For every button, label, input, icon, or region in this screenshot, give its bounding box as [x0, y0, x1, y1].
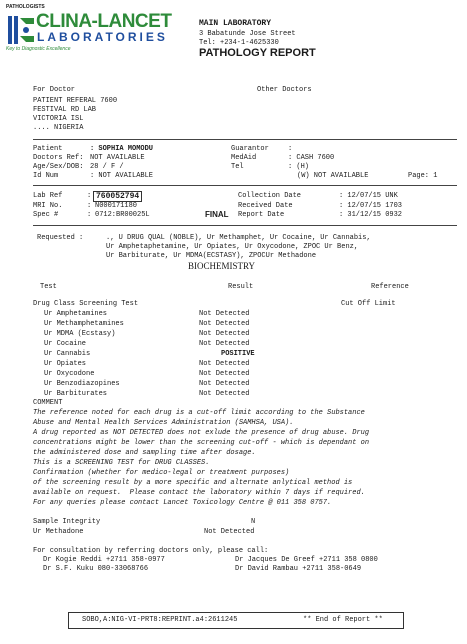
comment-line: The reference noted for each drug is a cut-off limit according to the Substance — [33, 409, 365, 417]
test-name: Ur Methadone — [33, 528, 84, 536]
final-label: FINAL — [205, 210, 229, 219]
medaid-value: : CASH 7600 — [288, 154, 335, 162]
patient-name: : SOPHIA MOMODU — [90, 145, 154, 153]
tel-work-value: (W) NOT AVAILABLE — [297, 172, 369, 180]
page-number: Page: 1 — [408, 172, 438, 180]
column-result: Result — [228, 283, 254, 291]
consult-doctor: Dr Jacques De Greef +2711 358 0800 — [235, 556, 378, 564]
comment-line: available on request. Please contact the laboratory within 7 days if required. — [33, 489, 365, 497]
test-result: Not Detected — [204, 528, 255, 536]
report-date-label: Report Date — [238, 211, 285, 219]
patient-label: Patient — [33, 145, 63, 153]
comment-label: COMMENT — [33, 399, 63, 407]
divider — [33, 225, 457, 226]
test-result-positive: POSITIVE — [221, 350, 255, 358]
brand-name: CLINA-LANCET — [36, 11, 172, 32]
test-result: Not Detected — [199, 380, 250, 388]
mri-no-sep: : — [87, 202, 92, 210]
comment-line: For any queries please contact Lancet Toxicology Centre @ 011 358 0757. — [33, 499, 332, 507]
address-line: FESTIVAL RD LAB — [33, 106, 97, 114]
test-name: Ur Methamphetamines — [44, 320, 124, 328]
comment-line: Abuse and Mental Health Services Administration (SAMHSA, USA). — [33, 419, 294, 427]
collection-date-label: Collection Date — [238, 192, 302, 200]
comment-line: This is a SCREENING TEST for DRUG CLASSES. — [33, 459, 210, 467]
id-num-value: : NOT AVAILABLE — [90, 172, 154, 180]
test-result: Not Detected — [199, 320, 250, 328]
doctors-ref-label: Doctors Ref: — [33, 154, 84, 162]
comment-line: of the screening result by a more specific and alternate anlytical method is — [33, 479, 353, 487]
report-code: SOBO,A:NIG-VI-PRT8:REPRINT.a4:2611245 — [82, 616, 238, 624]
address-line: PATIENT REFERAL 7600 — [33, 97, 118, 105]
divider — [33, 139, 457, 140]
brand-laboratories: LABORATORIES — [37, 30, 168, 44]
clina-lancet-logo-icon — [6, 14, 36, 46]
test-name: Ur Cannabis — [44, 350, 91, 358]
age-sex-dob-label: Age/Sex/DOB: — [33, 163, 84, 171]
test-result: Not Detected — [199, 340, 250, 348]
test-name: Ur Benzodiazopines — [44, 380, 120, 388]
medaid-label: MedAid — [231, 154, 257, 162]
age-sex-dob-value: 28 / F / — [90, 163, 124, 171]
screening-title: Drug Class Screening Test — [33, 300, 139, 308]
comment-line: A drug reported as NOT DETECTED does not exlude the presence of drug abuse. Drug — [33, 429, 370, 437]
comment-line: concentrations might be lower than the screening cut-off - which is dependant on — [33, 439, 370, 447]
consult-title: For consultation by referring doctors only, please call: — [33, 547, 269, 555]
lab-ref-sep: : — [87, 192, 92, 200]
test-result: Not Detected — [199, 360, 250, 368]
lab-tel: Tel: +234-1-4625330 — [199, 39, 279, 47]
requested-line: Ur Barbiturate, Ur MDMA(ECSTASY), ZPOCUr Methadone — [106, 252, 317, 260]
test-result: Not Detected — [199, 390, 250, 398]
brand-tagline: Key to Diagnostic Excellence — [6, 46, 71, 52]
section-title: BIOCHEMISTRY — [188, 261, 256, 271]
pathologists-label: PATHOLOGISTS — [6, 4, 45, 10]
mri-no-label: MRI No. — [33, 202, 63, 210]
test-name: Ur Amphetamines — [44, 310, 108, 318]
collection-date-value: : 12/07/15 UNK — [339, 192, 398, 200]
guarantor-label: Guarantor — [231, 145, 269, 153]
spec-label: Spec # — [33, 211, 59, 219]
tel-home-value: : (H) — [288, 163, 310, 171]
requested-line: ., U DRUG QUAL (NOBLE), Ur Methamphet, Ur Cocaine, Ur Cannabis, — [106, 234, 371, 242]
received-date-label: Received Date — [238, 202, 293, 210]
comment-line: the administered dose and sampling time after dosage. — [33, 449, 256, 457]
test-name: Ur MDMA (Ecstasy) — [44, 330, 116, 338]
consult-doctor: Dr S.F. Kuku 080-33068766 — [43, 565, 149, 573]
test-result: Not Detected — [199, 310, 250, 318]
lab-name: MAIN LABORATORY — [199, 19, 272, 28]
id-num-label: Id Num — [33, 172, 59, 180]
test-name: Ur Opiates — [44, 360, 87, 368]
test-result: Not Detected — [199, 330, 250, 338]
cutoff-limit-label: Cut Off Limit — [341, 300, 396, 308]
requested-line: Ur Amphetaphetamine, Ur Opiates, Ur Oxycodone, ZPOC Ur Benz, — [106, 243, 359, 251]
address-line: .... NIGERIA — [33, 124, 84, 132]
for-doctor-label: For Doctor — [33, 86, 76, 94]
divider — [33, 185, 457, 186]
test-name: Ur Barbiturates — [44, 390, 108, 398]
report-date-value: : 31/12/15 0932 — [339, 211, 403, 219]
spec-sep: : — [87, 211, 92, 219]
received-date-value: : 12/07/15 1703 — [339, 202, 403, 210]
spec-value: 0712:BR00025L — [95, 211, 150, 219]
requested-label: Requested : — [37, 234, 84, 242]
column-reference: Reference — [371, 283, 409, 291]
doctors-ref-value: NOT AVAILABLE — [90, 154, 145, 162]
test-name: Ur Cocaine — [44, 340, 87, 348]
consult-doctor: Dr David Rambau +2711 358-0649 — [235, 565, 362, 573]
other-doctors-label: Other Doctors — [257, 86, 312, 94]
consult-doctor: Dr Kogie Reddi +2711 358-0977 — [43, 556, 165, 564]
tel-label: Tel — [231, 163, 244, 171]
end-of-report: ** End of Report ** — [303, 616, 383, 624]
lab-address: 3 Babatunde Jose Street — [199, 30, 296, 38]
address-line: VICTORIA ISL — [33, 115, 84, 123]
column-test: Test — [40, 283, 57, 291]
sample-integrity-label: Sample Integrity — [33, 518, 101, 526]
mri-no-value: N000171180 — [95, 202, 138, 210]
comment-line: Confirmation (whether for medico-legal or treatment purposes) — [33, 469, 290, 477]
test-name: Ur Oxycodone — [44, 370, 95, 378]
lab-ref-value: 760052794 — [93, 191, 142, 202]
sample-integrity-value: N — [251, 518, 256, 526]
report-title: PATHOLOGY REPORT — [199, 47, 316, 59]
lab-ref-label: Lab Ref — [33, 192, 63, 200]
test-result: Not Detected — [199, 370, 250, 378]
guarantor-value: : — [288, 145, 293, 153]
